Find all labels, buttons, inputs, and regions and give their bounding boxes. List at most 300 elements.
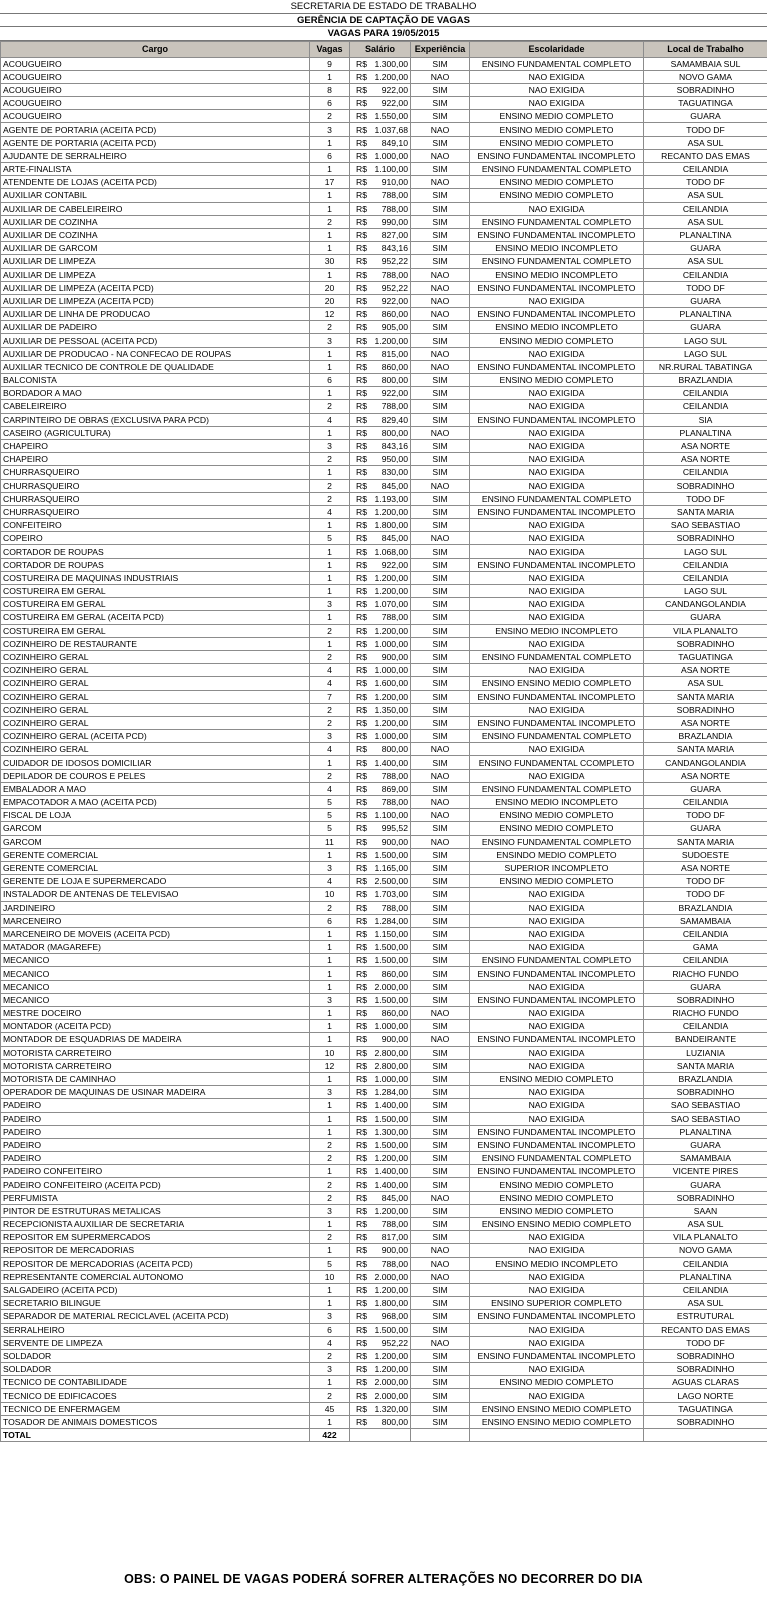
table-row [1, 334, 767, 347]
cell-local: RECANTO DAS EMAS [644, 1323, 767, 1336]
currency-symbol: R$ [356, 98, 367, 109]
salary-amount: 800,00 [381, 427, 408, 438]
cell-salario [350, 822, 411, 835]
cell-vagas: 2 [310, 769, 350, 782]
table-row [1, 1072, 767, 1085]
cell-salario [350, 1152, 411, 1165]
table-row [1, 123, 767, 136]
currency-symbol: R$ [356, 388, 367, 399]
cell-cargo: AUXILIAR DE CABELEIREIRO [1, 202, 310, 215]
salary-amount: 1.200,00 [374, 572, 408, 583]
cell-cargo: GERENTE COMERCIAL [1, 848, 310, 861]
cell-salario [350, 1191, 411, 1204]
cell-experiencia: SIM [411, 1376, 470, 1389]
currency-symbol: R$ [356, 414, 367, 425]
cell-experiencia: SIM [411, 334, 470, 347]
cell-vagas: 1 [310, 1099, 350, 1112]
cell-experiencia: SIM [411, 1402, 470, 1415]
cell-local: SANTA MARIA [644, 690, 767, 703]
cell-salario [350, 1112, 411, 1125]
cell-salario [350, 70, 411, 83]
cell-vagas: 11 [310, 835, 350, 848]
cell-local: GUARA [644, 980, 767, 993]
cell-vagas: 1 [310, 242, 350, 255]
currency-symbol: R$ [356, 137, 367, 148]
table-row [1, 1046, 767, 1059]
cell-experiencia: SIM [411, 387, 470, 400]
table-row [1, 1310, 767, 1323]
cell-local: SAMAMBAIA SUL [644, 57, 767, 70]
cell-vagas: 2 [310, 492, 350, 505]
cell-salario [350, 1086, 411, 1099]
cell-salario [350, 439, 411, 452]
cell-local: TODO DF [644, 1336, 767, 1349]
cell-local: LUZIANIA [644, 1046, 767, 1059]
cell-cargo: AUXILIAR DE GARCOM [1, 242, 310, 255]
cell-local: NOVO GAMA [644, 70, 767, 83]
cell-local: ASA NORTE [644, 453, 767, 466]
table-row [1, 347, 767, 360]
cell-cargo: MARCENEIRO [1, 914, 310, 927]
cell-salario [350, 927, 411, 940]
cell-experiencia: SIM [411, 1152, 470, 1165]
cell-escolaridade: NAO EXIGIDA [470, 703, 644, 716]
cell-salario [350, 1376, 411, 1389]
table-row [1, 558, 767, 571]
cell-salario [350, 558, 411, 571]
cell-vagas: 1 [310, 1033, 350, 1046]
cell-escolaridade: NAO EXIGIDA [470, 400, 644, 413]
cell-cargo: COSTUREIRA EM GERAL [1, 624, 310, 637]
currency-symbol: R$ [356, 586, 367, 597]
currency-symbol: R$ [356, 572, 367, 583]
cell-vagas: 1 [310, 1218, 350, 1231]
currency-symbol: R$ [356, 1232, 367, 1243]
cell-salario [350, 176, 411, 189]
cell-experiencia: SIM [411, 110, 470, 123]
cell-escolaridade: ENSINO MEDIO INCOMPLETO [470, 242, 644, 255]
cell-salario [350, 202, 411, 215]
cell-salario [350, 624, 411, 637]
salary-amount: 1.400,00 [374, 1166, 408, 1177]
cell-experiencia: SIM [411, 439, 470, 452]
cell-escolaridade: SUPERIOR INCOMPLETO [470, 861, 644, 874]
total-empty-cell [350, 1429, 411, 1442]
cell-local: TODO DF [644, 281, 767, 294]
table-row [1, 954, 767, 967]
total-value: 422 [310, 1429, 350, 1442]
currency-symbol: R$ [356, 942, 367, 953]
cell-cargo: COZINHEIRO GERAL [1, 664, 310, 677]
currency-symbol: R$ [356, 691, 367, 702]
table-row [1, 1257, 767, 1270]
cell-local: BRAZLANDIA [644, 901, 767, 914]
cell-escolaridade: NAO EXIGIDA [470, 453, 644, 466]
cell-escolaridade: ENSINO ENSINO MEDIO COMPLETO [470, 1415, 644, 1428]
cell-escolaridade: NAO EXIGIDA [470, 598, 644, 611]
cell-salario [350, 189, 411, 202]
cell-escolaridade: NAO EXIGIDA [470, 1283, 644, 1296]
cell-escolaridade: ENSINO MEDIO COMPLETO [470, 822, 644, 835]
currency-symbol: R$ [356, 1337, 367, 1348]
cell-vagas: 1 [310, 1072, 350, 1085]
cell-cargo: SEPARADOR DE MATERIAL RECICLAVEL (ACEITA PCD) [1, 1310, 310, 1323]
cell-vagas: 1 [310, 466, 350, 479]
cell-experiencia: SIM [411, 901, 470, 914]
cell-cargo: GERENTE DE LOJA E SUPERMERCADO [1, 875, 310, 888]
cell-cargo: AUXILIAR DE COZINHA [1, 228, 310, 241]
cell-salario [350, 97, 411, 110]
cell-salario [350, 941, 411, 954]
table-row [1, 730, 767, 743]
cell-experiencia: SIM [411, 624, 470, 637]
cell-vagas: 1 [310, 1244, 350, 1257]
cell-vagas: 1 [310, 70, 350, 83]
salary-amount: 1.068,00 [374, 546, 408, 557]
cell-cargo: AUXILIAR DE PRODUCAO - NA CONFECAO DE ROUPAS [1, 347, 310, 360]
cell-cargo: COZINHEIRO GERAL [1, 677, 310, 690]
cell-experiencia: NAO [411, 1191, 470, 1204]
table-row [1, 189, 767, 202]
cell-escolaridade: NAO EXIGIDA [470, 1086, 644, 1099]
table-header-row [1, 41, 767, 57]
cell-vagas: 1 [310, 1020, 350, 1033]
cell-local: PLANALTINA [644, 1270, 767, 1283]
currency-symbol: R$ [356, 849, 367, 860]
salary-amount: 910,00 [381, 177, 408, 188]
salary-amount: 900,00 [381, 1034, 408, 1045]
cell-cargo: SOLDADOR [1, 1349, 310, 1362]
cell-experiencia: NAO [411, 1033, 470, 1046]
cell-vagas: 1 [310, 1165, 350, 1178]
cell-experiencia: SIM [411, 1125, 470, 1138]
cell-salario [350, 769, 411, 782]
salary-amount: 788,00 [381, 1258, 408, 1269]
cell-experiencia: SIM [411, 1231, 470, 1244]
currency-symbol: R$ [356, 744, 367, 755]
cell-salario [350, 215, 411, 228]
salary-amount: 2.000,00 [374, 1377, 408, 1388]
cell-cargo: MECANICO [1, 980, 310, 993]
cell-salario [350, 123, 411, 136]
cell-vagas: 2 [310, 624, 350, 637]
cell-vagas: 1 [310, 1125, 350, 1138]
cell-salario [350, 1244, 411, 1257]
currency-symbol: R$ [356, 1179, 367, 1190]
cell-vagas: 3 [310, 1086, 350, 1099]
cell-experiencia: SIM [411, 822, 470, 835]
cell-salario [350, 268, 411, 281]
cell-salario [350, 294, 411, 307]
cell-vagas: 1 [310, 1283, 350, 1296]
cell-salario [350, 796, 411, 809]
salary-amount: 1.500,00 [374, 1139, 408, 1150]
currency-symbol: R$ [356, 1100, 367, 1111]
cell-experiencia: SIM [411, 83, 470, 96]
salary-amount: 952,22 [381, 256, 408, 267]
table-row [1, 1297, 767, 1310]
salary-amount: 869,00 [381, 783, 408, 794]
salary-amount: 788,00 [381, 797, 408, 808]
cell-experiencia: SIM [411, 57, 470, 70]
cell-escolaridade: ENSINO FUNDAMENTAL INCOMPLETO [470, 505, 644, 518]
salary-amount: 800,00 [381, 1416, 408, 1427]
cell-escolaridade: ENSINO FUNDAMENTAL INCOMPLETO [470, 149, 644, 162]
salary-amount: 1.300,00 [374, 1126, 408, 1137]
cell-escolaridade: NAO EXIGIDA [470, 769, 644, 782]
salary-amount: 843,16 [381, 243, 408, 254]
table-row [1, 861, 767, 874]
cell-experiencia: NAO [411, 360, 470, 373]
cell-escolaridade: NAO EXIGIDA [470, 927, 644, 940]
cell-cargo: MATADOR (MAGAREFE) [1, 941, 310, 954]
cell-local: SOBRADINHO [644, 993, 767, 1006]
salary-amount: 1.200,00 [374, 586, 408, 597]
cell-local: TAGUATINGA [644, 1402, 767, 1415]
salary-amount: 1.600,00 [374, 678, 408, 689]
cell-local: LAGO SUL [644, 347, 767, 360]
cell-experiencia: NAO [411, 479, 470, 492]
table-row [1, 505, 767, 518]
cell-cargo: TOSADOR DE ANIMAIS DOMESTICOS [1, 1415, 310, 1428]
salary-amount: 788,00 [381, 1219, 408, 1230]
cell-local: CEILANDIA [644, 1283, 767, 1296]
table-row [1, 1415, 767, 1428]
currency-symbol: R$ [356, 1034, 367, 1045]
cell-salario [350, 703, 411, 716]
cell-local: LAGO SUL [644, 334, 767, 347]
salary-amount: 952,22 [381, 282, 408, 293]
cell-vagas: 2 [310, 110, 350, 123]
cell-cargo: SALGADEIRO (ACEITA PCD) [1, 1283, 310, 1296]
cell-salario [350, 1270, 411, 1283]
table-row [1, 769, 767, 782]
cell-cargo: MOTORISTA DE CAMINHAO [1, 1072, 310, 1085]
cell-vagas: 1 [310, 980, 350, 993]
cell-experiencia: NAO [411, 835, 470, 848]
cell-cargo: CHURRASQUEIRO [1, 479, 310, 492]
cell-experiencia: SIM [411, 875, 470, 888]
cell-local: LAGO SUL [644, 585, 767, 598]
cell-vagas: 2 [310, 1191, 350, 1204]
cell-experiencia: SIM [411, 1178, 470, 1191]
cell-local: TODO DF [644, 492, 767, 505]
table-row [1, 321, 767, 334]
cell-local: PLANALTINA [644, 228, 767, 241]
cell-local: SANTA MARIA [644, 835, 767, 848]
cell-local: VILA PLANALTO [644, 1231, 767, 1244]
cell-cargo: AGENTE DE PORTARIA (ACEITA PCD) [1, 136, 310, 149]
currency-symbol: R$ [356, 256, 367, 267]
currency-symbol: R$ [356, 783, 367, 794]
cell-vagas: 1 [310, 1112, 350, 1125]
cell-cargo: CASEIRO (AGRICULTURA) [1, 426, 310, 439]
cell-vagas: 1 [310, 163, 350, 176]
salary-amount: 922,00 [381, 84, 408, 95]
cell-salario [350, 901, 411, 914]
cell-salario [350, 914, 411, 927]
cell-vagas: 1 [310, 927, 350, 940]
currency-symbol: R$ [356, 876, 367, 887]
cell-escolaridade: ENSINO MEDIO COMPLETO [470, 1204, 644, 1217]
cell-cargo: TECNICO DE EDIFICACOES [1, 1389, 310, 1402]
cell-vagas: 1 [310, 136, 350, 149]
cell-cargo: RECEPCIONISTA AUXILIAR DE SECRETARIA [1, 1218, 310, 1231]
salary-amount: 905,00 [381, 322, 408, 333]
cell-cargo: FISCAL DE LOJA [1, 809, 310, 822]
cell-escolaridade: NAO EXIGIDA [470, 571, 644, 584]
cell-vagas: 1 [310, 189, 350, 202]
cell-experiencia: SIM [411, 215, 470, 228]
cell-local: CEILANDIA [644, 400, 767, 413]
cell-salario [350, 347, 411, 360]
cell-cargo: EMBALADOR A MAO [1, 782, 310, 795]
table-row [1, 1112, 767, 1125]
cell-vagas: 1 [310, 228, 350, 241]
salary-amount: 1.320,00 [374, 1403, 408, 1414]
total-row [1, 1429, 767, 1442]
cell-local: SOBRADINHO [644, 637, 767, 650]
cell-cargo: CHAPEIRO [1, 439, 310, 452]
salary-amount: 922,00 [381, 388, 408, 399]
table-row [1, 532, 767, 545]
cell-escolaridade: NAO EXIGIDA [470, 585, 644, 598]
cell-experiencia: SIM [411, 1204, 470, 1217]
cell-local: BRAZLANDIA [644, 374, 767, 387]
cell-cargo: MECANICO [1, 967, 310, 980]
table-row [1, 848, 767, 861]
cell-escolaridade: NAO EXIGIDA [470, 1007, 644, 1020]
cell-local: SOBRADINHO [644, 83, 767, 96]
cell-local: TODO DF [644, 176, 767, 189]
cell-cargo: PADEIRO CONFEITEIRO [1, 1165, 310, 1178]
table-row [1, 1020, 767, 1033]
cell-vagas: 1 [310, 426, 350, 439]
cell-cargo: AGENTE DE PORTARIA (ACEITA PCD) [1, 123, 310, 136]
cell-vagas: 1 [310, 558, 350, 571]
cell-cargo: CABELEIREIRO [1, 400, 310, 413]
cell-experiencia: SIM [411, 1297, 470, 1310]
cell-escolaridade: NAO EXIGIDA [470, 347, 644, 360]
currency-symbol: R$ [356, 704, 367, 715]
table-row [1, 967, 767, 980]
cell-salario [350, 1402, 411, 1415]
salary-amount: 950,00 [381, 454, 408, 465]
cell-vagas: 2 [310, 453, 350, 466]
cell-local: CEILANDIA [644, 1257, 767, 1270]
salary-amount: 1.200,00 [374, 625, 408, 636]
cell-vagas: 1 [310, 387, 350, 400]
cell-vagas: 9 [310, 57, 350, 70]
cell-escolaridade: ENSINO FUNDAMENTAL INCOMPLETO [470, 1138, 644, 1151]
cell-salario [350, 387, 411, 400]
table-row [1, 875, 767, 888]
cell-cargo: CORTADOR DE ROUPAS [1, 545, 310, 558]
cell-local: CEILANDIA [644, 927, 767, 940]
cell-experiencia: SIM [411, 202, 470, 215]
table-row [1, 413, 767, 426]
cell-vagas: 1 [310, 360, 350, 373]
cell-local: ASA NORTE [644, 664, 767, 677]
cell-experiencia: NAO [411, 281, 470, 294]
cell-cargo: GARCOM [1, 835, 310, 848]
table-row [1, 519, 767, 532]
salary-amount: 1.800,00 [374, 520, 408, 531]
salary-amount: 1.500,00 [374, 955, 408, 966]
cell-vagas: 17 [310, 176, 350, 189]
cell-salario [350, 1257, 411, 1270]
cell-vagas: 1 [310, 571, 350, 584]
currency-symbol: R$ [356, 1403, 367, 1414]
cell-cargo: ATENDENTE DE LOJAS (ACEITA PCD) [1, 176, 310, 189]
currency-symbol: R$ [356, 216, 367, 227]
cell-local: SANTA MARIA [644, 743, 767, 756]
cell-local: GAMA [644, 941, 767, 954]
currency-symbol: R$ [356, 493, 367, 504]
cell-experiencia: NAO [411, 1336, 470, 1349]
cell-cargo: PINTOR DE ESTRUTURAS METALICAS [1, 1204, 310, 1217]
currency-symbol: R$ [356, 1364, 367, 1375]
cell-vagas: 1 [310, 756, 350, 769]
currency-symbol: R$ [356, 1087, 367, 1098]
salary-amount: 1.500,00 [374, 1324, 408, 1335]
cell-experiencia: NAO [411, 769, 470, 782]
cell-salario [350, 136, 411, 149]
cell-experiencia: SIM [411, 756, 470, 769]
cell-experiencia: NAO [411, 149, 470, 162]
currency-symbol: R$ [356, 1390, 367, 1401]
cell-salario [350, 809, 411, 822]
cell-experiencia: SIM [411, 1415, 470, 1428]
cell-salario [350, 466, 411, 479]
cell-vagas: 1 [310, 1297, 350, 1310]
cell-escolaridade: ENSINO MEDIO INCOMPLETO [470, 268, 644, 281]
cell-local: ASA SUL [644, 1218, 767, 1231]
cell-local: SOBRADINHO [644, 1349, 767, 1362]
cell-experiencia: SIM [411, 545, 470, 558]
currency-symbol: R$ [356, 836, 367, 847]
cell-cargo: ACOUGUEIRO [1, 110, 310, 123]
currency-symbol: R$ [356, 810, 367, 821]
cell-escolaridade: NAO EXIGIDA [470, 914, 644, 927]
cell-experiencia: SIM [411, 980, 470, 993]
currency-symbol: R$ [356, 1113, 367, 1124]
cell-vagas: 8 [310, 83, 350, 96]
cell-vagas: 4 [310, 413, 350, 426]
vacancy-table [0, 41, 767, 1443]
cell-cargo: MECANICO [1, 993, 310, 1006]
cell-cargo: AUXILIAR DE LIMPEZA (ACEITA PCD) [1, 294, 310, 307]
table-row [1, 215, 767, 228]
cell-salario [350, 1297, 411, 1310]
cell-vagas: 1 [310, 347, 350, 360]
currency-symbol: R$ [356, 1008, 367, 1019]
salary-amount: 1.800,00 [374, 1298, 408, 1309]
cell-salario [350, 110, 411, 123]
column-header-salario: Salário [350, 41, 411, 57]
cell-salario [350, 321, 411, 334]
salary-amount: 1.200,00 [374, 1205, 408, 1216]
cell-local: RIACHO FUNDO [644, 967, 767, 980]
cell-salario [350, 967, 411, 980]
table-row [1, 228, 767, 241]
salary-amount: 922,00 [381, 98, 408, 109]
table-row [1, 1086, 767, 1099]
cell-escolaridade: ENSINO FUNDAMENTAL COMPLETO [470, 730, 644, 743]
currency-symbol: R$ [356, 599, 367, 610]
cell-salario [350, 426, 411, 439]
currency-symbol: R$ [356, 203, 367, 214]
